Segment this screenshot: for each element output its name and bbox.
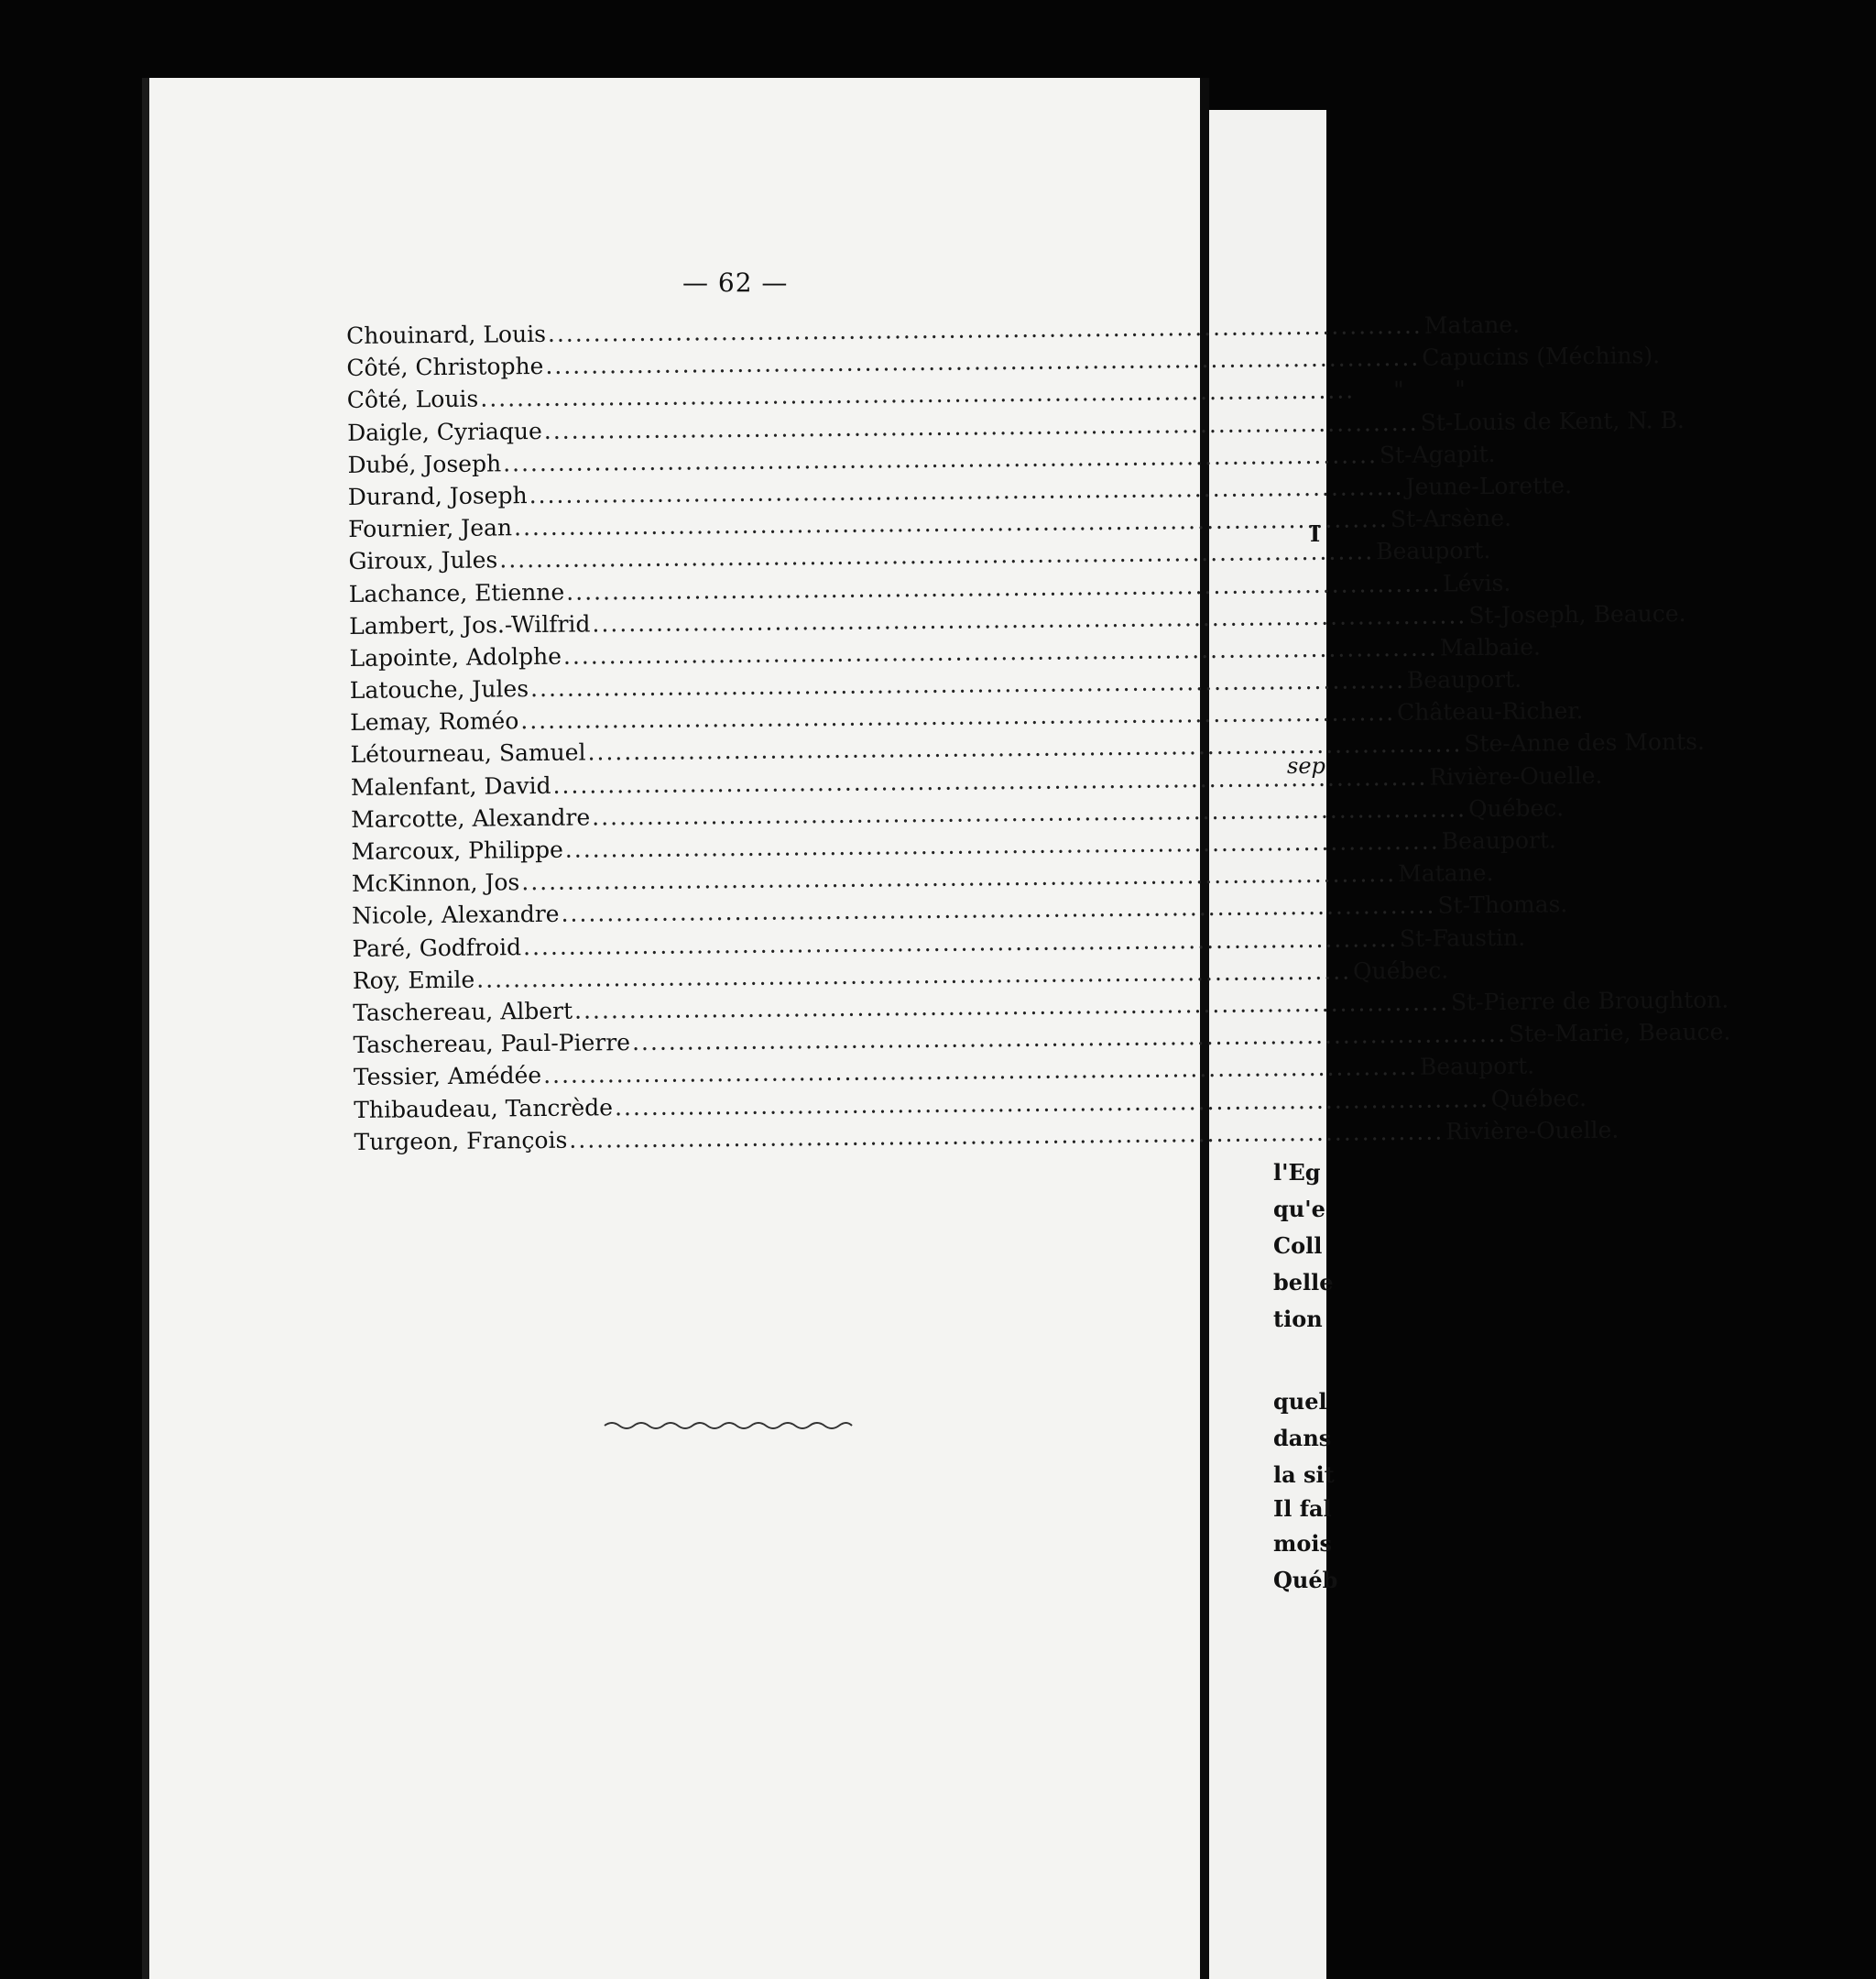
student-name: Côté, Louis (346, 385, 479, 414)
student-name: Roy, Emile (352, 966, 475, 994)
student-place: St-Pierre de Broughton. (1450, 986, 1729, 1016)
facing-page-fragment: dans (1273, 1425, 1332, 1451)
student-name: Nicole, Alexandre (352, 901, 560, 930)
student-name: Daigle, Cyriaque (347, 417, 542, 446)
student-place: Matane. (1423, 311, 1521, 339)
student-place: St-Thomas. (1437, 891, 1568, 919)
student-place: St-Joseph, Beauce. (1468, 599, 1686, 629)
student-place: St-Louis de Kent, N. B. (1420, 406, 1685, 436)
student-place: Jeune-Lorette. (1405, 472, 1573, 500)
facing-page-fragment: quel (1273, 1388, 1327, 1415)
student-name: Lapointe, Adolphe (349, 642, 562, 672)
student-name: Lemay, Roméo (350, 707, 519, 737)
student-name: Marcoux, Philippe (351, 836, 563, 865)
student-place: Beauport. (1441, 826, 1556, 855)
facing-page-fragment: belle (1273, 1269, 1334, 1296)
wavy-rule-ornament (605, 1418, 852, 1433)
student-name: Lambert, Jos.-Wilfrid (349, 610, 591, 640)
facing-page-fragment: sep (1287, 753, 1325, 779)
facing-page-fragment: Coll (1273, 1232, 1323, 1259)
facing-page-fragment: mois (1273, 1530, 1333, 1557)
student-name: Taschereau, Paul-Pierre (353, 1029, 631, 1059)
facing-page-fragment: I (1310, 520, 1321, 547)
page-number: — 62 — (682, 268, 789, 298)
student-roster (346, 311, 1731, 1161)
facing-page-fragment: Québ (1273, 1567, 1338, 1593)
student-name: Malenfant, David (350, 771, 551, 801)
student-name: Latouche, Jules (349, 675, 529, 705)
student-place: Rivière-Ouelle. (1429, 761, 1603, 791)
facing-page-fragment: qu'e (1273, 1196, 1325, 1222)
student-name: Turgeon, François (354, 1126, 568, 1155)
student-name: Giroux, Jules (348, 546, 498, 575)
facing-page-fragment: l'Eg (1273, 1159, 1321, 1186)
student-place: Château-Richer. (1397, 697, 1584, 727)
facing-page-fragment: Il fal (1273, 1495, 1332, 1522)
student-place: " " (1393, 376, 1466, 404)
student-name: Marcotte, Alexandre (351, 804, 591, 833)
facing-page-fragment: tion (1273, 1306, 1323, 1332)
student-place: Matane. (1398, 859, 1494, 888)
student-place: St-Agapit. (1379, 440, 1496, 468)
student-name: Durand, Joseph (347, 482, 528, 510)
student-name: Chouinard, Louis (346, 320, 547, 349)
student-name: Thibaudeau, Tancrède (354, 1093, 614, 1123)
student-name: Taschereau, Albert (353, 997, 573, 1026)
student-place: St-Faustin. (1399, 924, 1526, 952)
student-name: Létourneau, Samuel (350, 738, 586, 769)
student-place: St-Arsène. (1390, 504, 1512, 533)
student-place: Beauport. (1376, 537, 1491, 565)
student-name: Lachance, Etienne (348, 578, 565, 607)
student-name: McKinnon, Jos (351, 869, 520, 898)
student-name: Tessier, Amédée (353, 1062, 542, 1091)
student-place: Malbaie. (1439, 633, 1542, 661)
roster-entry (354, 1116, 1620, 1160)
student-name: Paré, Godfroid (352, 933, 522, 962)
student-name: Fournier, Jean (348, 514, 513, 543)
student-place: Québec. (1490, 1084, 1587, 1112)
student-place: Capucins (Méchins). (1422, 342, 1661, 371)
student-place: Rivière-Ouelle. (1445, 1116, 1620, 1145)
student-place: Beauport. (1406, 665, 1522, 694)
student-place: Ste-Anne des Monts. (1464, 728, 1706, 758)
student-place: Québec. (1352, 957, 1449, 985)
student-place: Beauport. (1419, 1052, 1535, 1081)
facing-page-fragment: la sit (1273, 1461, 1335, 1488)
student-place: Ste-Marie, Beauce. (1508, 1018, 1731, 1047)
student-name: Côté, Christophe (346, 353, 544, 382)
student-name: Dubé, Joseph (347, 450, 502, 478)
student-place: Lévis. (1442, 569, 1511, 597)
student-place: Québec. (1467, 794, 1565, 823)
